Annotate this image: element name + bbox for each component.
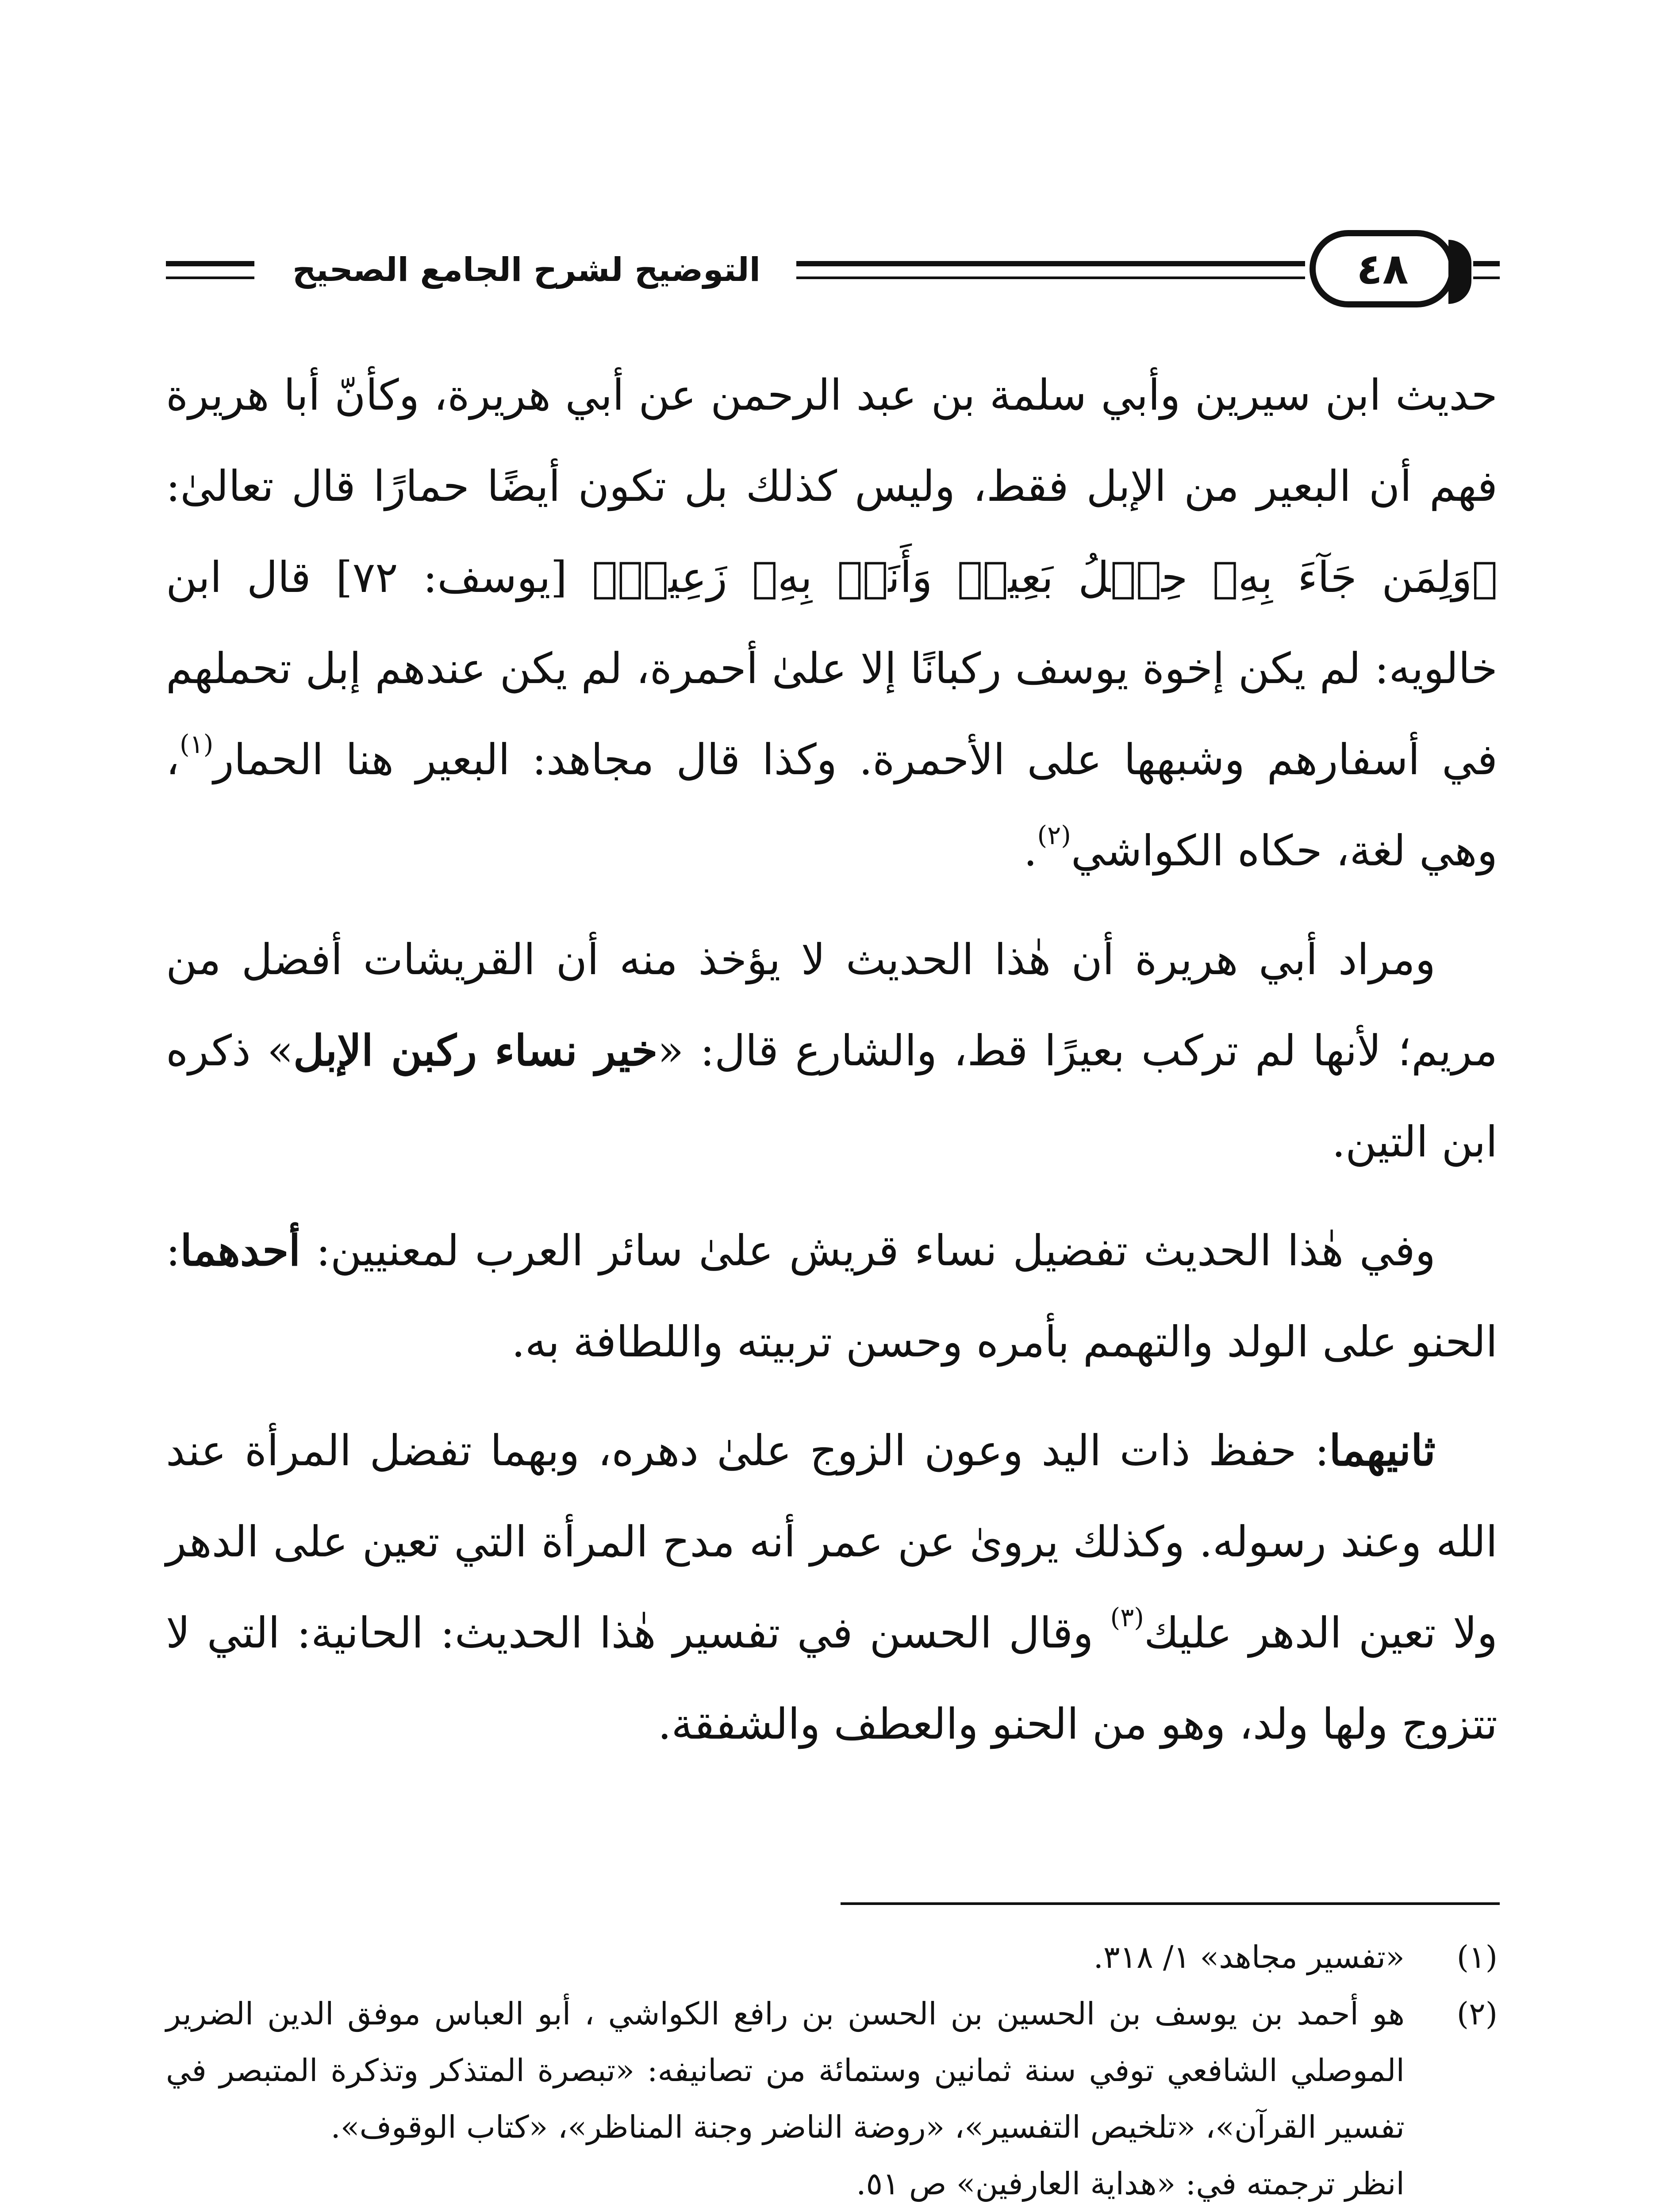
footnote-ref-1: (١) [179,729,214,759]
header-rule-middle-top [796,261,1305,266]
text-run: . [1023,826,1037,876]
hadith-quote: خير نساء ركبن الإبل [293,1025,658,1075]
footnote-text: «تفسير مجاهد» ١/ ٣١٨. [1093,1939,1405,1975]
header-rule-left-top [166,261,254,266]
page-number: ٤٨ [1356,244,1409,294]
footnote-ref-2: (٢) [1037,820,1071,850]
second-meaning-label: ثانيهما [1329,1425,1436,1475]
text-run: ومراد أبي هريرة أن هٰذا الحديث لا يؤخذ منه أن القريشات أفضل من مريم؛ لأنها لم تركب بعيرًا قط، والشارع قال: « [166,935,1498,1075]
text-run: حديث ابن سيرين وأبي سلمة بن عبد الرحمن عن أبي هريرة، وكأنّ أبا هريرة فهم أن البعير من الإبل فقط، وليس كذلك بل تكون أيضًا حمارًا قال تعالىٰ: [166,370,1498,511]
footnote-number: (٢) [1456,1996,1498,2032]
footnotes [166,1929,1498,2212]
header-rule-right-top [1473,261,1500,266]
header-rule-left-bottom [166,276,254,279]
footnote-text: هو أحمد بن يوسف بن الحسين بن الحسن بن رافع الكواشي ، أبو العباس موفق الدين الضرير الموصلي الشافعي توفي سنة ثمانين وستمائة من تصانيفه: «تبصرة المتذكر وتذكرة المتبصر في تفسير القرآن»، «تلخيص التفسير»، «روضة الناضر وجنة المناظر»، «كتاب الوقوف». [166,1996,1405,2145]
footnote-ref-3: (٣) [1110,1602,1144,1632]
text-run: ، وهي لغة، حكاه الكواشي [166,735,1498,876]
footnote-separator [841,1902,1500,1905]
main-text [166,349,1498,1770]
footnote-number: (١) [1456,1939,1498,1975]
text-run: وفي هٰذا الحديث تفضيل نساء قريش علىٰ سائر العرب لمعنيين: [300,1226,1436,1275]
text-run: : الحنو على الولد والتهمم بأمره وحسن تربيته واللطافة به. [166,1226,1498,1367]
header-rule-middle-bottom [796,276,1305,279]
quran-verse: ﴿وَلِمَن جَآءَ بِهِۦ حِمۡلُ بَعِيرٖ وَأَنَا۠ بِهِۦ زَعِيمٞ﴾ [592,553,1498,602]
paragraph-3 [166,1205,1498,1387]
footnote-1 [166,1929,1498,1985]
header-rule-right-bottom [1473,276,1500,279]
text-run: وقال الحسن في تفسير هٰذا الحديث: الحانية: التي لا تتزوج ولها ولد، وهو من الحنو والعطف والشفقة. [166,1608,1498,1749]
text-run: : حفظ ذات اليد وعون الزوج علىٰ دهره، وبهما تفضل المرأة عند الله وعند رسوله. وكذلك يروىٰ عن عمر أنه مدح المرأة التي تعين على الدهر ولا تعين الدهر عليك [166,1426,1498,1658]
text-run: » ذكره ابن التين. [166,1026,1498,1167]
footnote-2 [166,1985,1498,2155]
paragraph-4 [166,1405,1498,1770]
page-number-badge [1310,230,1455,307]
text-run: [يوسف: ٧٢] قال ابن خالويه: لم يكن إخوة يوسف ركبانًا إلا علىٰ أحمرة، لم يكن عندهم إبل تحملهم في أسفارهم وشبهها على الأحمرة. وكذا قال مجاهد: البعير هنا الحمار [166,553,1498,784]
first-meaning-label: أحدهما [180,1225,301,1275]
running-title: التوضيح لشرح الجامع الصحيح [292,251,761,289]
paragraph-2 [166,914,1498,1187]
paragraph-1 [166,349,1498,896]
footnote-2-continuation: انظر ترجمته في: «هداية العارفين» ص ٥١. [856,2166,1405,2202]
